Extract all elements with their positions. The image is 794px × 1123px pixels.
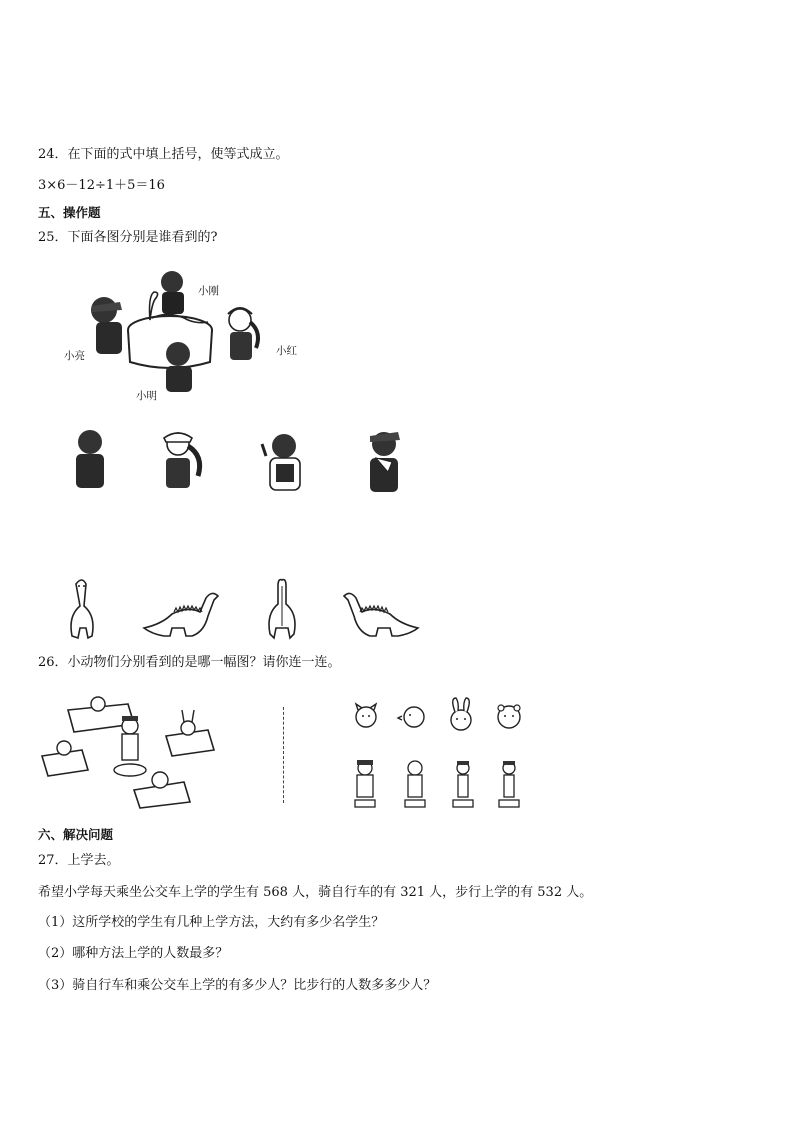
question-27-sub-2: （2）哪种方法上学的人数最多？ xyxy=(38,946,229,961)
question-24-title: 24．在下面的式中填上括号，使等式成立。 xyxy=(38,147,289,162)
child-view-2 xyxy=(158,428,206,490)
label-xiaoming: 小明 xyxy=(136,390,157,402)
chick-head-icon xyxy=(398,702,430,730)
label-xiaohong: 小红 xyxy=(276,345,297,357)
policeman-view-1 xyxy=(352,758,378,810)
question-26-title: 26．小动物们分别看到的是哪一幅图？请你连一连。 xyxy=(38,655,341,670)
dinosaur-view-side-left xyxy=(340,588,420,640)
child-view-3 xyxy=(258,430,308,492)
question-27-sub-1: （1）这所学校的学生有几种上学方法，大约有多少名学生？ xyxy=(38,915,385,930)
question-27-sub-3: （3）骑自行车和乘公交车上学的有多少人？比步行的人数多多少人？ xyxy=(38,978,437,993)
rabbit-head-icon xyxy=(444,696,478,732)
policeman-view-2 xyxy=(402,758,428,810)
section-5-title: 五、操作题 xyxy=(38,205,101,220)
animals-cars-scene xyxy=(38,690,248,810)
bear-head-icon xyxy=(494,702,524,730)
table-scene-illustration xyxy=(80,262,280,412)
dinosaur-view-back xyxy=(262,576,302,640)
question-27-title: 27．上学去。 xyxy=(38,853,120,868)
question-25-title: 25．下面各图分别是谁看到的? xyxy=(38,230,218,245)
question-27-text: 希望小学每天乘坐公交车上学的学生有 568 人，骑自行车的有 321 人，步行上学的有 532 人。 xyxy=(38,885,593,900)
dog-head-icon xyxy=(352,702,380,730)
policeman-view-3 xyxy=(450,758,476,810)
divider-dashed-line xyxy=(283,707,284,803)
child-view-4 xyxy=(362,428,406,494)
policeman-view-4 xyxy=(496,758,522,810)
dinosaur-view-side-right xyxy=(142,588,222,640)
section-6-title: 六、解决问题 xyxy=(38,827,114,842)
label-xiaogang: 小刚 xyxy=(198,285,219,297)
dinosaur-view-front xyxy=(62,576,102,640)
label-xiaoliang: 小亮 xyxy=(64,350,85,362)
question-24-equation: 3×6－12÷1＋5＝16 xyxy=(38,178,165,193)
child-view-1 xyxy=(70,428,110,490)
